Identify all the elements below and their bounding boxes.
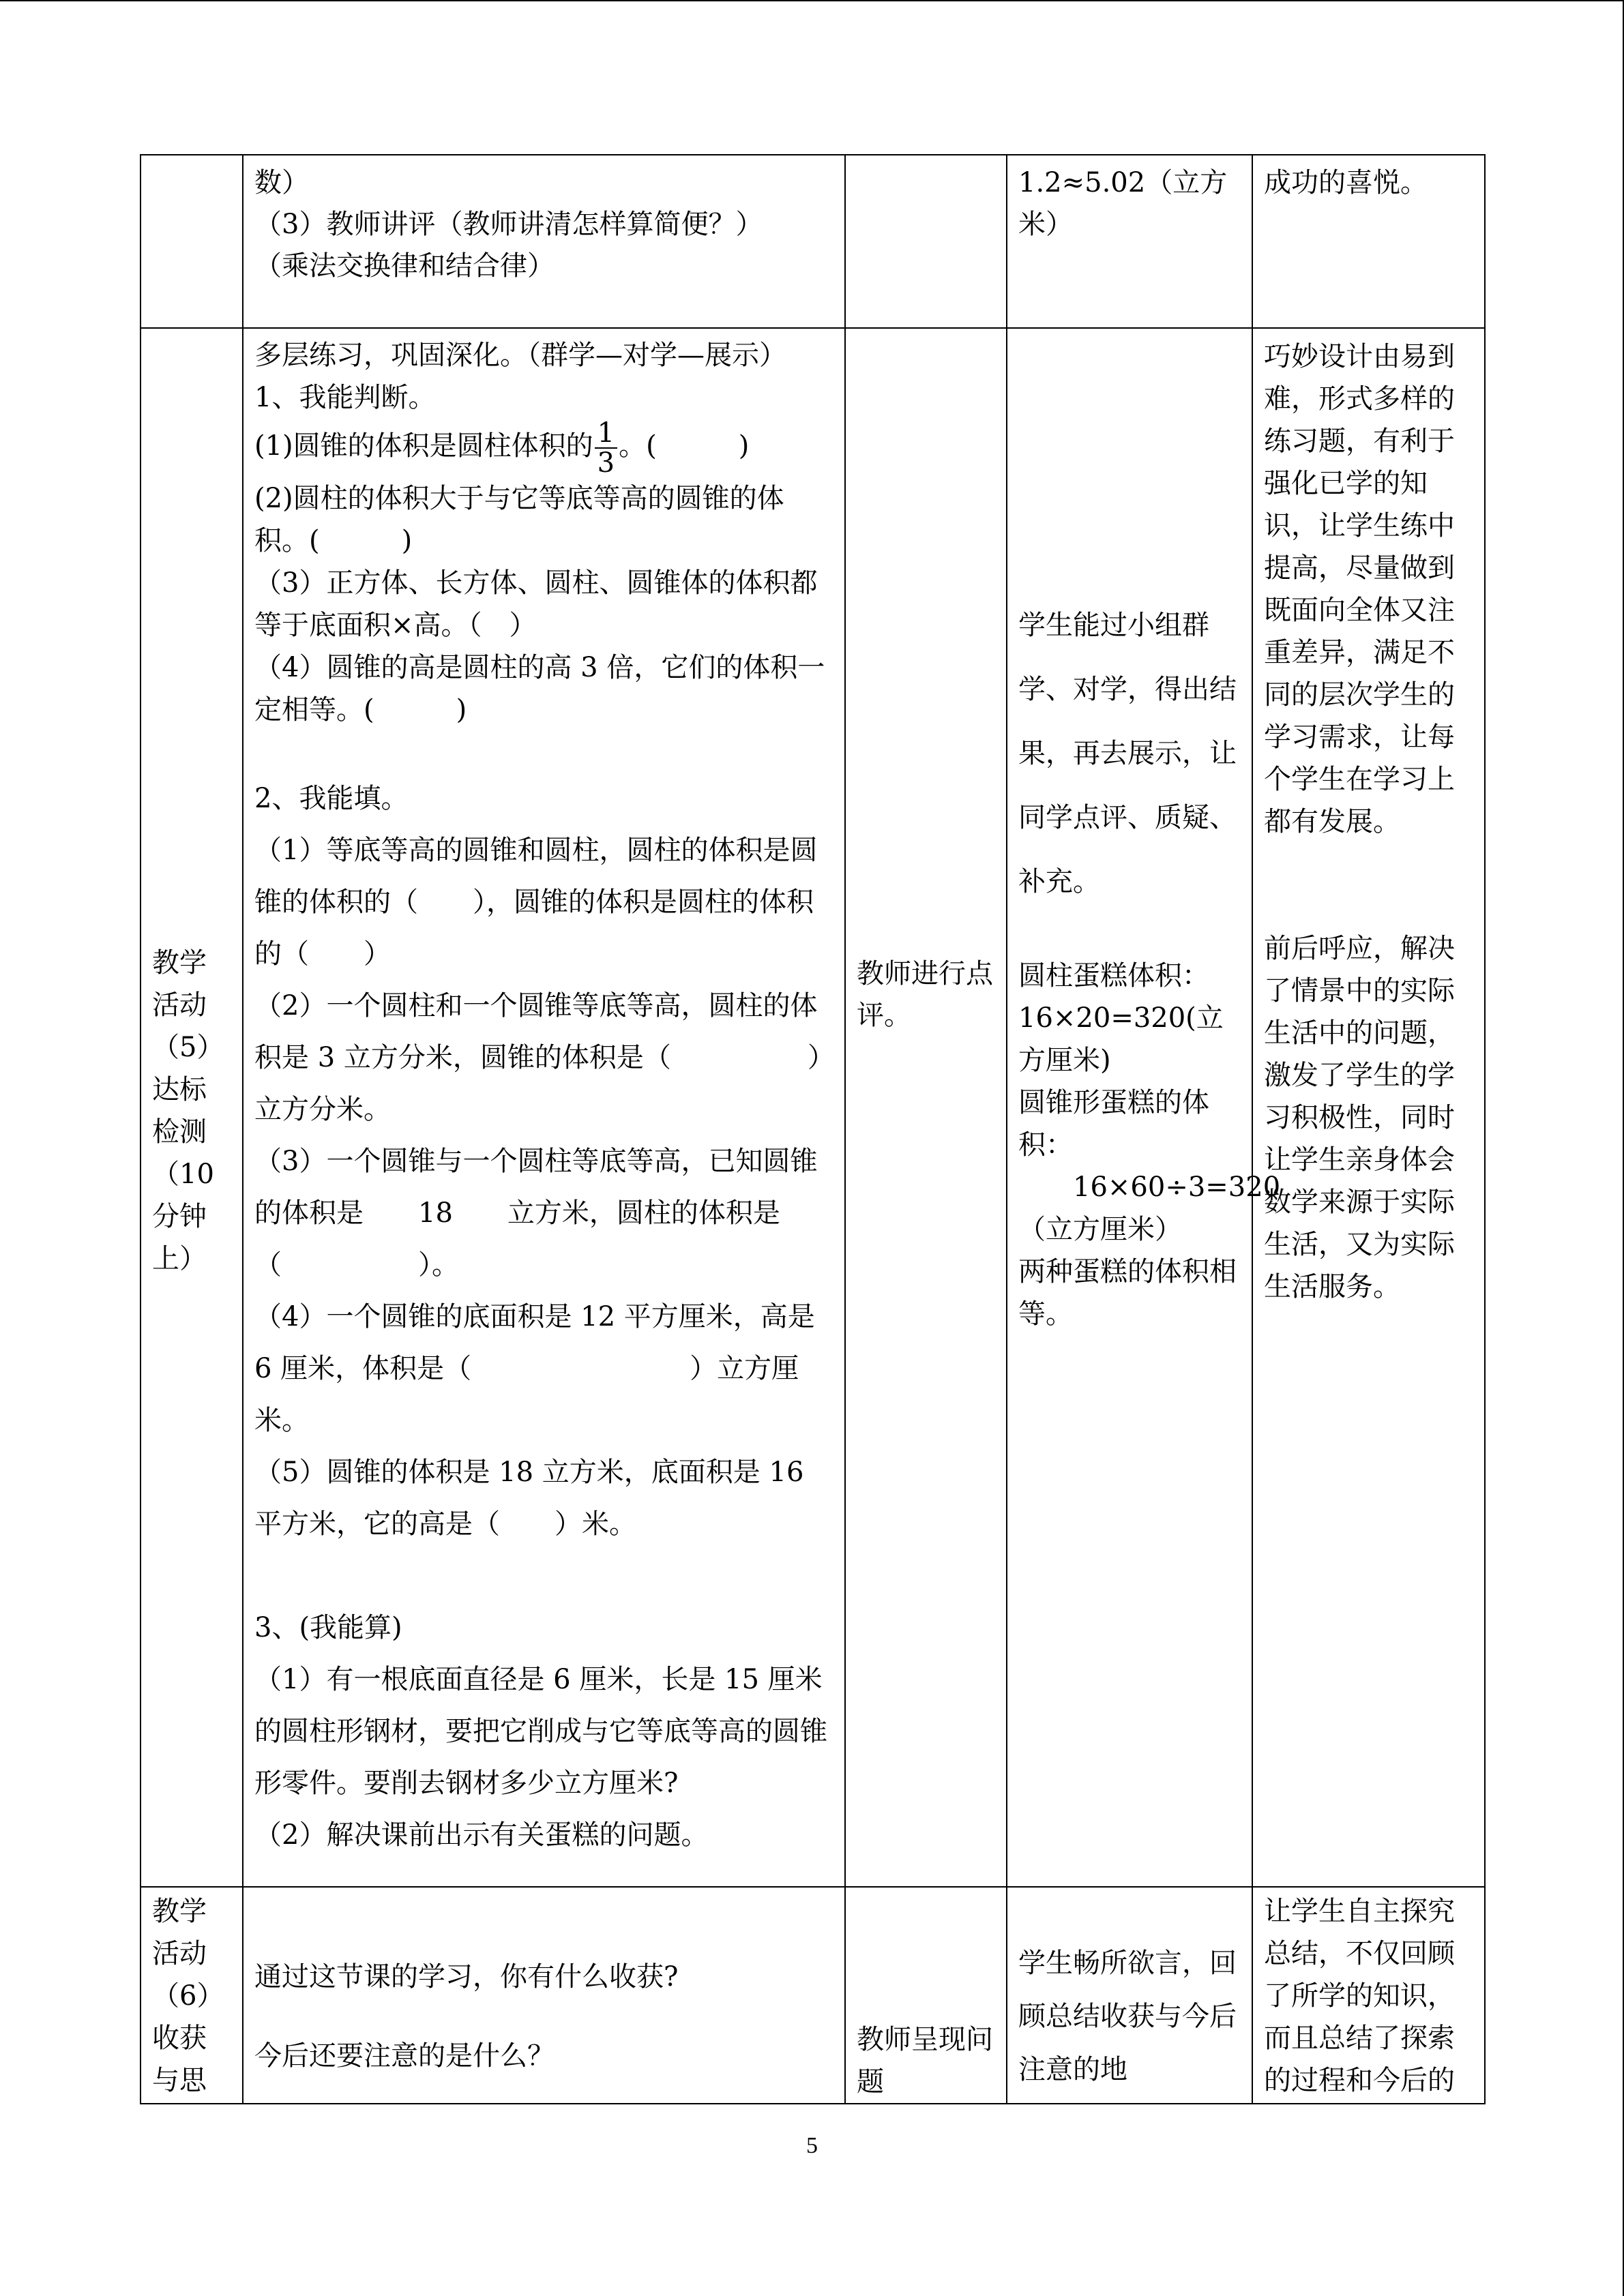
content-cell [243, 1887, 845, 2104]
table-row-assessment [141, 328, 1485, 1887]
fraction-numerator: 1 [595, 419, 617, 449]
fill-question-1: （1）等底等高的圆锥和圆柱，圆柱的体积是圆锥的体积的（ ），圆锥的体积是圆柱的体积的（ ） [254, 835, 818, 970]
fill-question-2: （2）一个圆柱和一个圆锥等底等高，圆柱的体积是 3 立方分米，圆锥的体积是（ ）立方分米。 [254, 990, 821, 1125]
summary-question-attention: 今后还要注意的是什么？ [254, 2040, 555, 2072]
calc-question-2: （2）解决课前出示有关蛋糕的问题。 [254, 1819, 709, 1851]
teacher-cell: 教师呈现问题 [845, 1887, 1007, 2104]
table-row-continued [141, 155, 1485, 328]
judge-question-1-text: (1)圆锥的体积是圆柱体积的 [254, 430, 593, 462]
phase-cell: 教学活动（6）收获与思 [141, 1887, 243, 2104]
judge-question-4: （4）圆锥的高是圆柱的高 3 倍，它们的体积一定相等。( ) [254, 652, 825, 726]
spacer [254, 731, 833, 773]
judge-question-2: (2)圆柱的体积大于与它等底等高的圆锥的体积。( ) [254, 483, 784, 556]
student-cell [1007, 328, 1281, 1887]
fill-question-4: （4）一个圆锥的底面积是 12 平方厘米，高是 6 厘米，体积是（ ）立方厘米。 [254, 1301, 815, 1436]
intent-cell [1252, 328, 1485, 1887]
judge-question-1-answer: 。( ) [619, 430, 750, 462]
intent-cell: 成功的喜悦。 [1252, 155, 1485, 328]
content-cell [243, 328, 845, 1887]
fill-question-5: （5）圆锥的体积是 18 立方米，底面积是 16 平方米，它的高是（ ）米。 [254, 1457, 804, 1540]
student-cell: 1.2≈5.02（立方米） [1007, 155, 1252, 328]
judge-section-title: 1、我能判断。 [254, 382, 436, 413]
design-intent-application: 前后呼应，解决了情景中的实际生活中的问题，激发了学生的学习积极性，同时让学生亲身体会数学来源于实际生活，又为实际生活服务。 [1264, 933, 1455, 1302]
calc-question-1: （1）有一根底面直径是 6 厘米，长是 15 厘米的圆柱形钢材，要把它削成与它等底等高的圆锥形零件。要削去钢材多少立方厘米? [254, 1664, 827, 1799]
page-number: 5 [806, 2133, 818, 2158]
table-row-summary [141, 1887, 1485, 2104]
cone-cake-volume: 16×60÷3=320（立方厘米） [1018, 1172, 1281, 1245]
cone-cake-label: 圆锥形蛋糕的体积： [1018, 1087, 1209, 1161]
design-intent-practice: 巧妙设计由易到难，形式多样的练习题，有利于强化已学的知识，让学生练中提高，尽量做到既面向全体又注重差异，满足不同的层次学生的学习需求，让每个学生在学习上都有发展。 [1264, 341, 1455, 837]
intent-cell: 让学生自主探究总结，不仅回顾了所学的知识，而且总结了探索的过程和今后的 [1252, 1887, 1485, 2104]
fill-section-title: 2、我能填。 [254, 783, 409, 814]
phase-cell: 教学活动（5）达标检测（10分钟上） [141, 328, 243, 1887]
calc-section-title: 3、(我能算) [254, 1612, 402, 1643]
fraction-denominator: 3 [597, 447, 615, 479]
content-line: （3）教师讲评（教师讲清怎样算简便？） [254, 209, 763, 240]
spacer [1018, 914, 1241, 955]
student-activity-note: 学生能过小组群学、对学，得出结果，再去展示，让同学点评、质疑、补充。 [1018, 610, 1237, 897]
judge-question-3: （3）正方体、长方体、圆柱、圆锥体的体积都等于底面积×高。（ ） [254, 567, 818, 641]
practice-intro: 多层练习，巩固深化。（群学—对学—展示） [254, 340, 786, 371]
lesson-plan-table [140, 154, 1486, 2104]
fill-question-3: （3）一个圆锥与一个圆柱等底等高，已知圆锥的体积是 18 立方米，圆柱的体积是（ ）。 [254, 1146, 818, 1281]
judge-question-1 [254, 419, 833, 477]
summary-question-gain: 通过这节课的学习，你有什么收获? [254, 1961, 679, 1993]
spacer [1264, 843, 1473, 927]
phase-cell [141, 155, 243, 328]
content-cell [243, 155, 845, 328]
content-line: （乘法交换律和结合律） [254, 250, 555, 282]
spacer [254, 1550, 833, 1602]
spacer [254, 1998, 833, 2035]
cake-conclusion: 两种蛋糕的体积相等。 [1018, 1256, 1237, 1330]
student-cell: 学生畅所欲言，回顾总结收获与今后注意的地 [1007, 1887, 1252, 2104]
teacher-cell: 教师进行点评。 [845, 328, 1007, 1887]
teacher-cell [845, 155, 1007, 328]
cylinder-cake-volume: 圆柱蛋糕体积：16×20=320(立方厘米) [1018, 960, 1224, 1076]
content-line: 数） [254, 167, 309, 198]
fraction-one-third [595, 419, 617, 477]
